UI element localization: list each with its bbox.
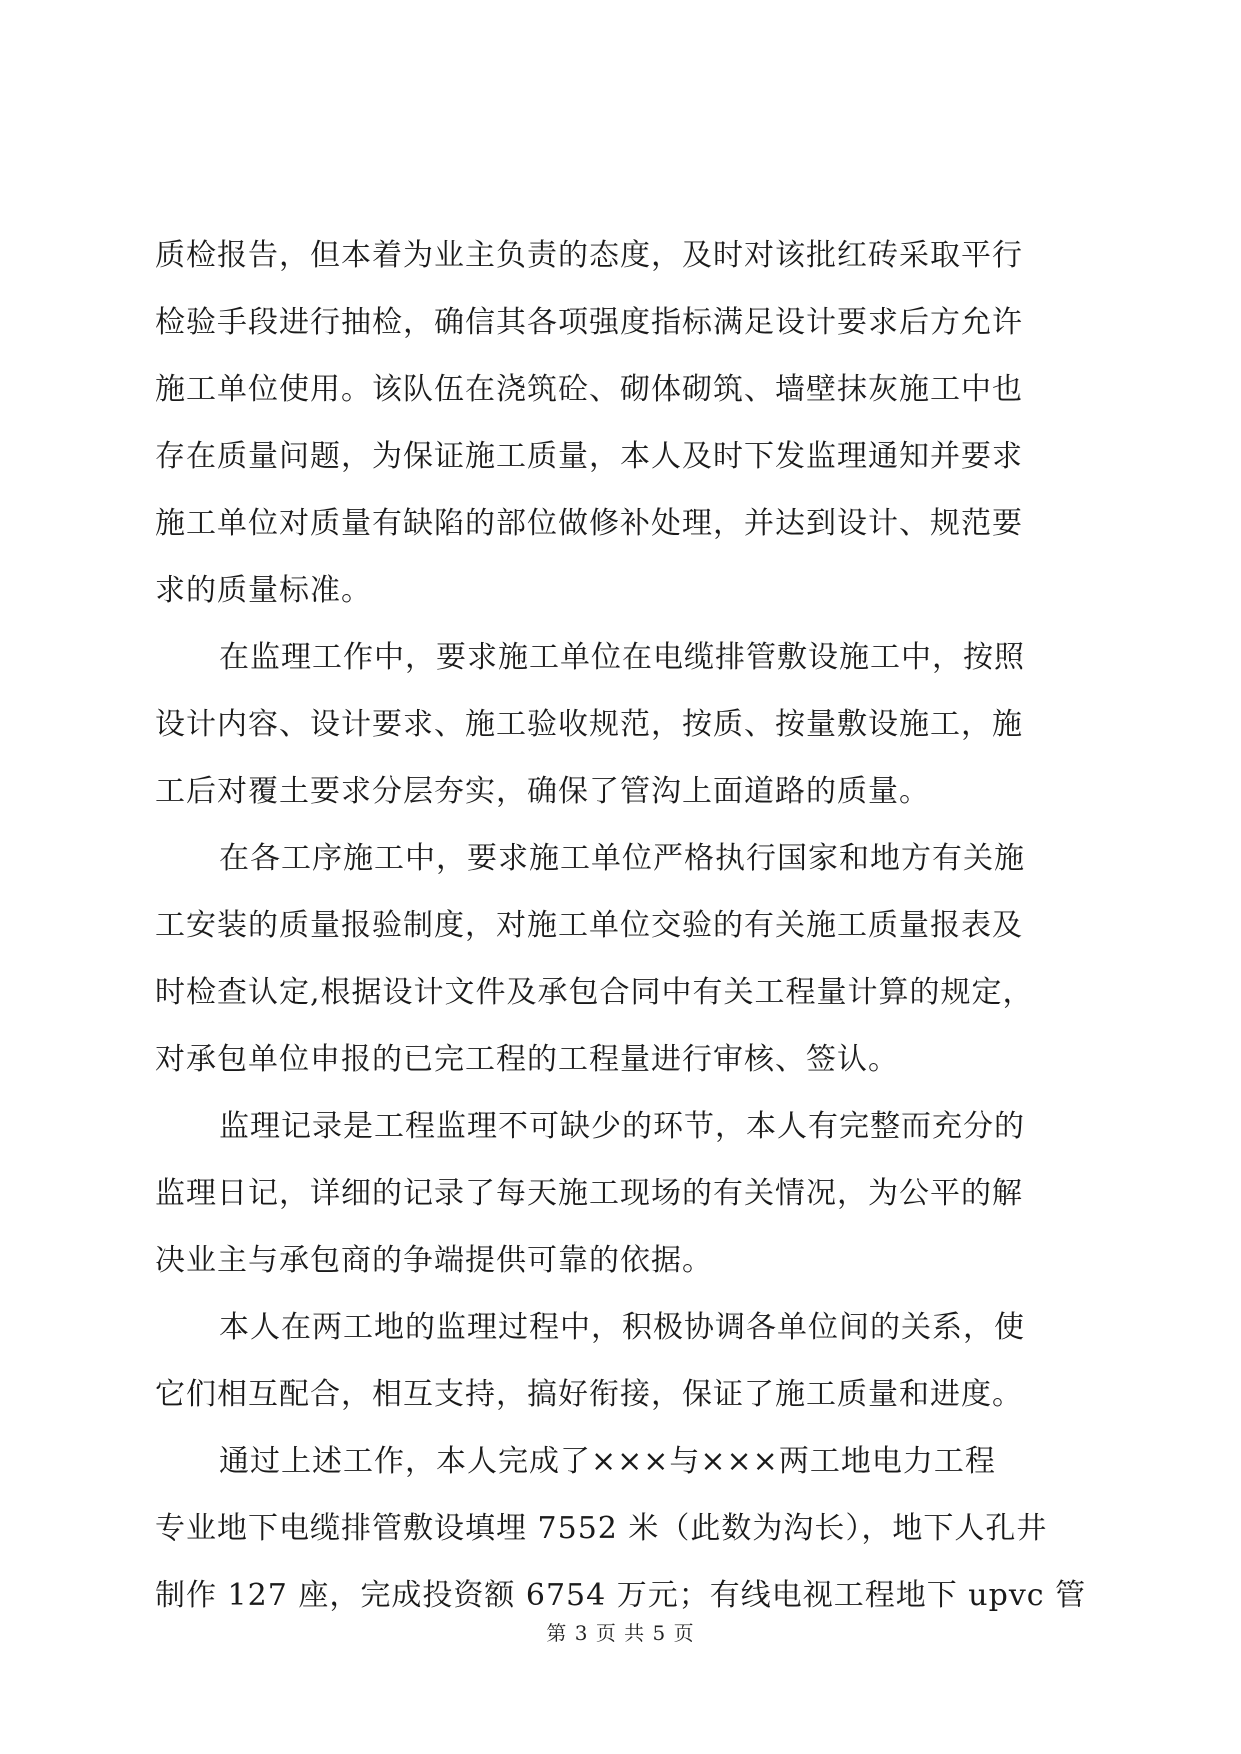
- text-line: 求的质量标准。: [155, 573, 372, 608]
- paragraph-first-line: 监理记录是工程监理不可缺少的环节，本人有完整而充分的: [219, 1109, 1025, 1144]
- text-line: 检验手段进行抽检，确信其各项强度指标满足设计要求后方允许: [155, 305, 1023, 340]
- text-line: 对承包单位申报的已完工程的工程量进行审核、签认。: [155, 1042, 899, 1077]
- text-line: 工后对覆土要求分层夯实，确保了管沟上面道路的质量。: [155, 774, 930, 809]
- text-line: 决业主与承包商的争端提供可靠的依据。: [155, 1243, 713, 1278]
- text-line: 时检查认定,根据设计文件及承包合同中有关工程量计算的规定，: [155, 975, 1034, 1010]
- text-line: 施工单位对质量有缺陷的部位做修补处理，并达到设计、规范要: [155, 506, 1023, 541]
- text-line: 工安装的质量报验制度，对施工单位交验的有关施工质量报表及: [155, 908, 1023, 943]
- paragraph-first-line: 在各工序施工中，要求施工单位严格执行国家和地方有关施: [219, 841, 1025, 876]
- text-line: 监理日记，详细的记录了每天施工现场的有关情况，为公平的解: [155, 1176, 1023, 1211]
- text-line: 设计内容、设计要求、施工验收规范，按质、按量敷设施工，施: [155, 707, 1023, 742]
- paragraph-first-line: 在监理工作中，要求施工单位在电缆排管敷设施工中，按照: [219, 640, 1025, 675]
- text-line: 施工单位使用。该队伍在浇筑砼、砌体砌筑、墙壁抹灰施工中也: [155, 372, 1023, 407]
- text-line: 专业地下电缆排管敷设填埋 7552 米（此数为沟长），地下人孔井: [155, 1511, 1048, 1546]
- text-line: 它们相互配合，相互支持，搞好衔接，保证了施工质量和进度。: [155, 1377, 1023, 1412]
- text-line: 存在质量问题，为保证施工质量，本人及时下发监理通知并要求: [155, 439, 1023, 474]
- text-line: 质检报告，但本着为业主负责的态度，及时对该批红砖采取平行: [155, 238, 1023, 273]
- paragraph-first-line: 通过上述工作，本人完成了×××与×××两工地电力工程: [219, 1444, 996, 1479]
- text-line: 制作 127 座，完成投资额 6754 万元；有线电视工程地下 upvc 管: [155, 1578, 1087, 1613]
- paragraph-first-line: 本人在两工地的监理过程中，积极协调各单位间的关系，使: [219, 1310, 1025, 1345]
- document-body: [155, 222, 1085, 1629]
- page-footer: 第 3 页 共 5 页: [546, 1621, 695, 1645]
